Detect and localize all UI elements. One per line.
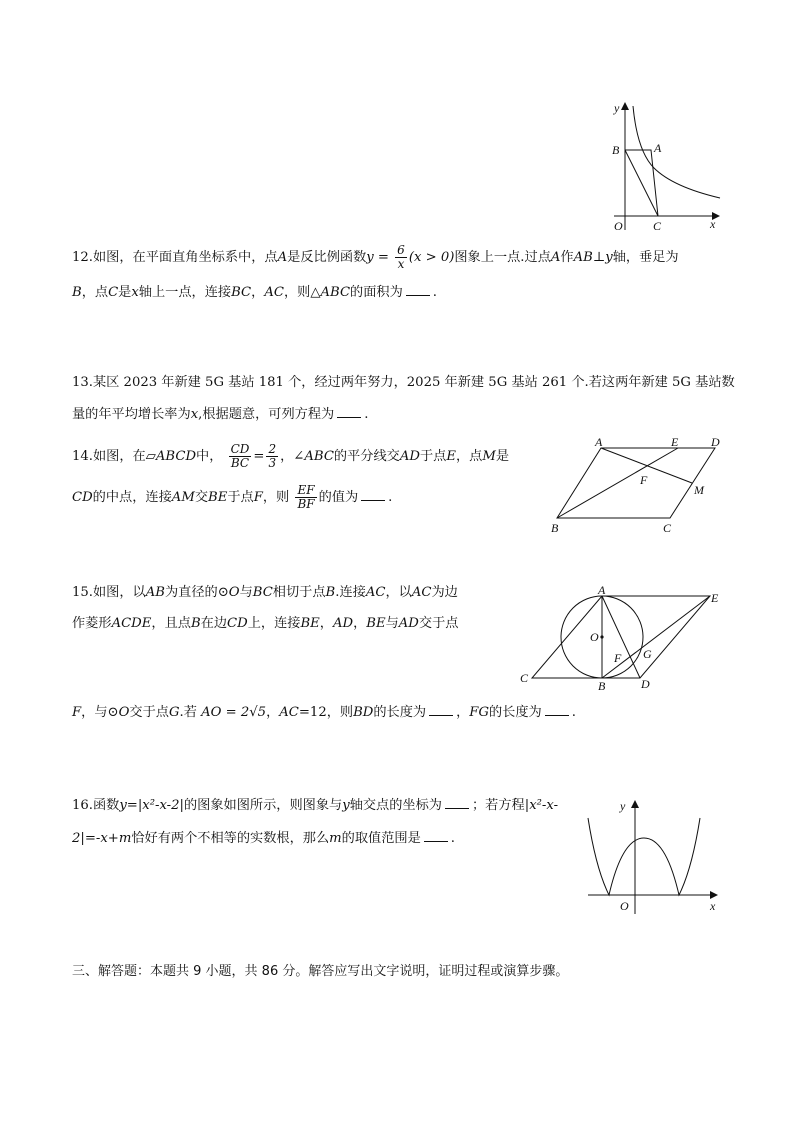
q15-answer-blank-2[interactable] — [545, 703, 569, 716]
q14-fraction-2-3: $\frac{2}{3}$ — [268, 442, 277, 470]
q12-label-C: C — [653, 219, 662, 233]
q12-fraction: $\frac{6}{x}$ — [397, 243, 405, 271]
q15-figure — [512, 580, 727, 695]
q13-answer-blank[interactable] — [337, 405, 361, 418]
q14-label-A: A — [595, 436, 603, 449]
q14-label-M: M — [694, 483, 704, 497]
q16-line-1: 16.函数y=|x²-x-2|的图象如图所示，则图象与y轴交点的坐标为 ；若方程|x²-x- — [72, 798, 559, 813]
q15-label-E: E — [711, 591, 719, 605]
q12-label-y: y — [614, 101, 620, 115]
q14-label-B: B — [551, 521, 559, 535]
q15-label-A: A — [598, 583, 606, 597]
q15-number: 15. — [72, 585, 93, 600]
q14-answer-blank[interactable] — [361, 488, 385, 501]
q12-answer-blank[interactable] — [406, 283, 430, 296]
q14-line-1: 14.如图，在▱ABCD中， $\frac{CD}{BC}$ = $\frac{2}{3}$ ，∠ABC的平分线交AD于点E，点M是 — [72, 442, 510, 470]
q16-line-2: 2|=-x+m恰好有两个不相等的实数根，那么m的取值范围是 . — [72, 831, 455, 846]
q13-line-1: 13.某区 2023 年新建 5G 基站 181 个，经过两年努力，2025 年新建 5G 基站 261 个.若这两年新建 5G 基站数 — [72, 375, 735, 390]
q15-line-2: 作菱形ACDE，且点B在边CD上，连接BE，AD，BE与AD交于点 — [72, 616, 459, 631]
q16-figure — [582, 796, 732, 916]
q15-label-F: F — [614, 651, 622, 665]
section-3-heading: 三、解答题：本题共 9 小题，共 86 分。解答应写出文字说明，证明过程或演算步骤。 — [72, 964, 569, 979]
q12-label-B: B — [612, 143, 620, 157]
q15-segment-AD — [602, 596, 640, 678]
q15-label-B: B — [598, 679, 606, 693]
q16-label-O: O — [620, 899, 629, 913]
q16-label-y: y — [620, 799, 626, 813]
q15-label-D: D — [641, 677, 650, 691]
q14-label-D: D — [711, 436, 720, 449]
q12-line-1: 12.如图，在平面直角坐标系中，点A是反比例函数y = $\frac{6}{x}$ (x > 0)图象上一点.过点A作AB⊥y轴，垂足为 — [72, 243, 679, 271]
q14-label-E: E — [671, 436, 679, 449]
q14-fraction-ef-bf: $\frac{EF}{BF}$ — [297, 483, 315, 511]
q16-label-x: x — [710, 899, 716, 913]
q15-segment-BE — [602, 596, 710, 678]
q14-label-C: C — [663, 521, 672, 535]
q15-answer-blank-1[interactable] — [429, 703, 453, 716]
q12-label-A: A — [654, 141, 662, 155]
q15-label-G: G — [643, 647, 652, 661]
q12-figure — [606, 98, 736, 238]
q12-label-x: x — [710, 217, 716, 231]
q14-figure — [545, 436, 730, 536]
q16-answer-blank-2[interactable] — [424, 829, 448, 842]
q12-segments — [625, 150, 658, 216]
q16-number: 16. — [72, 798, 93, 813]
q12-number: 12. — [72, 250, 93, 265]
q16-answer-blank-1[interactable] — [445, 796, 469, 809]
q14-line-2: CD的中点，连接AM交BE于点F，则 $\frac{EF}{BF}$ 的值为 . — [72, 483, 393, 511]
q12-line-2: B，点C是x轴上一点，连接BC，AC，则△ABC的面积为 . — [72, 285, 437, 300]
q13-number: 13. — [72, 375, 93, 390]
q14-segment-BE — [557, 448, 678, 518]
q14-fraction-cd-bc: $\frac{CD}{BC}$ — [230, 442, 250, 470]
q15-line-1: 15.如图，以AB为直径的⊙O与BC相切于点B.连接AC，以AC为边 — [72, 585, 458, 600]
q15-center-dot — [600, 635, 603, 638]
q12-label-O: O — [614, 219, 623, 233]
q15-label-C: C — [520, 671, 529, 685]
q16-curve — [588, 818, 700, 895]
q15-line-3: F，与⊙O交于点G.若 AO = 2√5，AC=12，则BD的长度为 ，FG的长度为 . — [72, 705, 576, 720]
q15-label-O: O — [590, 630, 599, 644]
q13-line-2: 量的年平均增长率为x,根据题意，可列方程为 . — [72, 407, 369, 422]
q12-hyperbola — [633, 106, 720, 198]
q14-number: 14. — [72, 449, 93, 464]
q14-label-F: F — [640, 473, 648, 487]
q15-ao-value: AO = 2√5 — [201, 705, 267, 720]
